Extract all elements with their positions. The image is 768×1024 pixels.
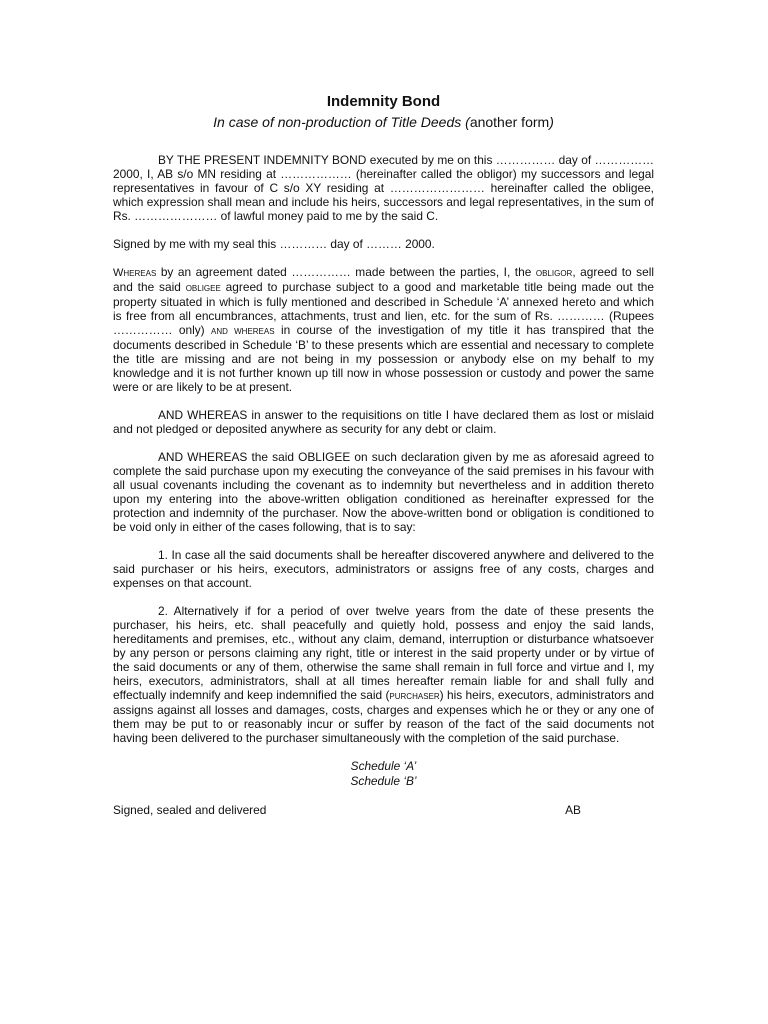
obligor-word: obligor [535,267,573,279]
document-page [113,93,654,817]
paragraph-executed-by: BY THE PRESENT INDEMNITY BOND executed by me on this …………… day of ……………2000, I, AB s/o MN residing at ……………… (hereinafter called the obligor) my successors and legal representatives in favour of C s/o XY residing at …………………… hereinafter called the obligee, which expression shall mean and include his heirs, successors and legal representatives, in the sum of Rs. ………………… of lawful money paid to me by the said C. [113,153,654,223]
p7-text-a: 2. Alternatively if for a period of over twelve years from the date of these presents the purchaser, his heirs, etc. shall peacefully and quietly hold, possess and enjoy the said lands, hereditaments and premises, etc., without any claim, demand, interruption or disturbance whatsoever by any person or persons claiming any right, title or interest in the said property under or by virtue of the said documents or any of them, otherwise the same shall remain in full force and virtue and I, my heirs, executors, administrators, shall at all times hereafter remain liable for and shall fully and effectually indemnify and keep indemnified the said ( [113,604,654,702]
paragraph-condition-2 [113,604,654,745]
whereas-word: Whereas [113,267,157,279]
schedule-b-label: Schedule ‘B’ [350,774,417,788]
paragraph-condition-1: 1. In case all the said documents shall be hereafter discovered anywhere and delivered to the said purchaser or his heirs, executors, administrators or assigns free of any costs, charges and expenses on that account. [113,548,654,590]
paragraph-requisitions: AND WHEREAS in answer to the requisitions on title I have declared them as lost or mislaid and not pledged or deposited anywhere as security for any debt or claim. [113,408,654,436]
p3-text-h: in course of the investigation of my title it has transpired that the documents described in Schedule ‘B’ to these presents which are essential and necessary to complete the title are missing and are not being in my possession or anybody else on my behalf to my knowledge and it is not further known up till now in whose possession or custody and power the same were or are likely to be at present. [113,323,654,394]
p7-text-c: ) his heirs, executors, administrators and assigns against all losses and damages, costs, charges and expenses which he or they or any one of them may be put to or reasonably incur or suffer by reason of the fact of the said documents not having been delivered to the purchaser simultaneously with the completion of the said purchase. [113,688,654,745]
obligee-word: obligee [185,282,221,294]
and-whereas-word: and whereas [211,325,275,337]
paragraph-whereas-agreement [113,265,654,394]
subtitle-mid: another form [469,114,550,130]
schedule-a-label: Schedule ‘A’ [350,759,417,773]
signatory-name: AB [565,803,581,817]
p3-text-b: by an agreement dated …………… made between the parties, I, the [156,265,536,279]
subtitle-pre: In case of non-production of Title Deeds ( [213,114,470,130]
paragraph-signed-seal: Signed by me with my seal this ………… day of ……… 2000. [113,237,435,251]
document-title: Indemnity Bond [326,93,441,110]
document-subtitle [113,113,654,131]
paragraph-obligee-declaration: AND WHEREAS the said OBLIGEE on such declaration given by me as aforesaid agreed to complete the said purchase upon my executing the conveyance of the said premises in his favour with all usual covenants including the covenant as to indemnity but nevertheless and in addition thereto upon my entering into the above-written obligation conditioned as hereinafter expressed for the protection and indemnity of the purchaser. Now the above-written bond or obligation is conditioned to be void only in either of the cases following, that is to say: [113,450,654,534]
purchaser-word: purchaser [389,690,440,702]
signed-sealed-label: Signed, sealed and delivered [113,803,267,817]
subtitle-post: ) [549,114,554,130]
p3-text-d: , agreed to sell and the said [113,265,655,294]
schedules-block [113,759,654,789]
p3-text-f: agreed to purchase subject to a good and marketable title being made out the property situated in which is fully mentioned and described in Schedule ‘A’ annexed hereto and which is free from all encumbrances, attachments, trust and lien, etc. for the sum of Rs. ………… (Rupees …………… only) [113,280,655,337]
signature-line [113,803,654,817]
